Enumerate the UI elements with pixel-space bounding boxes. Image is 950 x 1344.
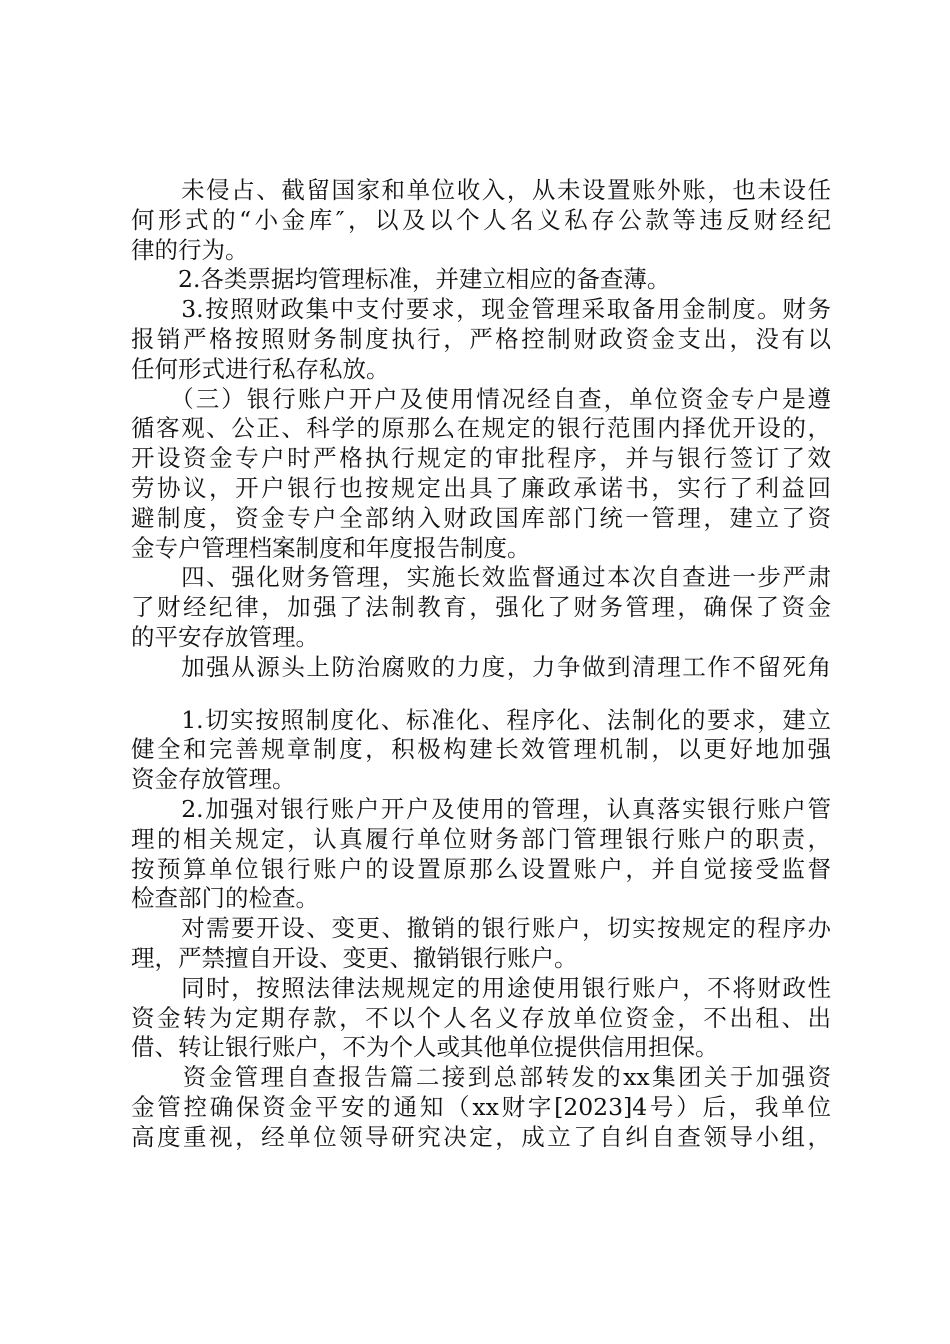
- text-line: （三）银行账户开户及使用情况经自查，单位资金专户是遵: [131, 384, 831, 413]
- text-line: 开设资金专户时严格执行规定的审批程序，并与银行签订了效: [131, 444, 831, 473]
- text-line: 任何形式进行私存私放。: [131, 354, 390, 383]
- text-line: 高度重视，经单位领导研究决定，成立了自纠自查领导小组，: [131, 1122, 831, 1151]
- text-line: 金专户管理档案制度和年度报告制度。: [131, 533, 531, 562]
- text-line: 金管控确保资金平安的通知（xx财字[2023]4号）后，我单位: [131, 1092, 831, 1121]
- text-line: 2.各类票据均管理标准，并建立相应的备查薄。: [131, 265, 671, 294]
- text-line: 对需要开设、变更、撤销的银行账户，切实按规定的程序办: [131, 914, 831, 943]
- text-line: 律的行为。: [131, 235, 249, 264]
- text-line: 按预算单位银行账户的设置原那么设置账户，并自觉接受监督: [131, 854, 831, 883]
- text-line: 资金转为定期存款，不以个人名义存放单位资金，不出租、出: [131, 1003, 831, 1032]
- text-line: 同时，按照法律法规规定的用途使用银行账户，不将财政性: [131, 973, 831, 1002]
- text-line: 的平安存放管理。: [131, 622, 319, 651]
- text-line: 理的相关规定，认真履行单位财务部门管理银行账户的职责，: [131, 824, 831, 853]
- text-line: 报销严格按照财务制度执行，严格控制财政资金支出，没有以: [131, 324, 831, 353]
- text-line: 劳协议，开户银行也按规定出具了廉政承诺书，实行了利益回: [131, 473, 831, 502]
- blank-line: [131, 683, 831, 706]
- text-line: 四、强化财务管理，实施长效监督通过本次自查进一步严肃: [131, 563, 831, 592]
- document-body: [131, 176, 831, 1153]
- text-line: 循客观、公正、科学的原那么在规定的银行范围内择优开设的，: [131, 414, 831, 443]
- text-line: 理，严禁擅自开设、变更、撤销银行账户。: [131, 943, 578, 972]
- text-line: 3.按照财政集中支付要求，现金管理采取备用金制度。财务: [131, 295, 831, 324]
- text-line: 资金管理自查报告篇二接到总部转发的xx集团关于加强资: [131, 1063, 831, 1092]
- text-line: 了财经纪律，加强了法制教育，强化了财务管理，确保了资金: [131, 593, 831, 622]
- text-line: 2.加强对银行账户开户及使用的管理，认真落实银行账户管: [131, 794, 831, 823]
- text-line: 健全和完善规章制度，积极构建长效管理机制，以更好地加强: [131, 735, 831, 764]
- text-line: 借、转让银行账户，不为个人或其他单位提供信用担保。: [131, 1033, 719, 1062]
- text-line: 1.切实按照制度化、标准化、程序化、法制化的要求，建立: [131, 705, 831, 734]
- text-line: 避制度，资金专户全部纳入财政国库部门统一管理，建立了资: [131, 503, 831, 532]
- text-line: 未侵占、截留国家和单位收入，从未设置账外账，也未设任: [131, 176, 831, 204]
- text-line: 检查部门的检查。: [131, 884, 319, 913]
- text-line: 资金存放管理。: [131, 765, 296, 794]
- text-line: 何形式的“小金库″，以及以个人名义私存公款等违反财经纪: [131, 205, 831, 234]
- text-line: 加强从源头上防治腐败的力度，力争做到清理工作不留死角: [131, 652, 831, 681]
